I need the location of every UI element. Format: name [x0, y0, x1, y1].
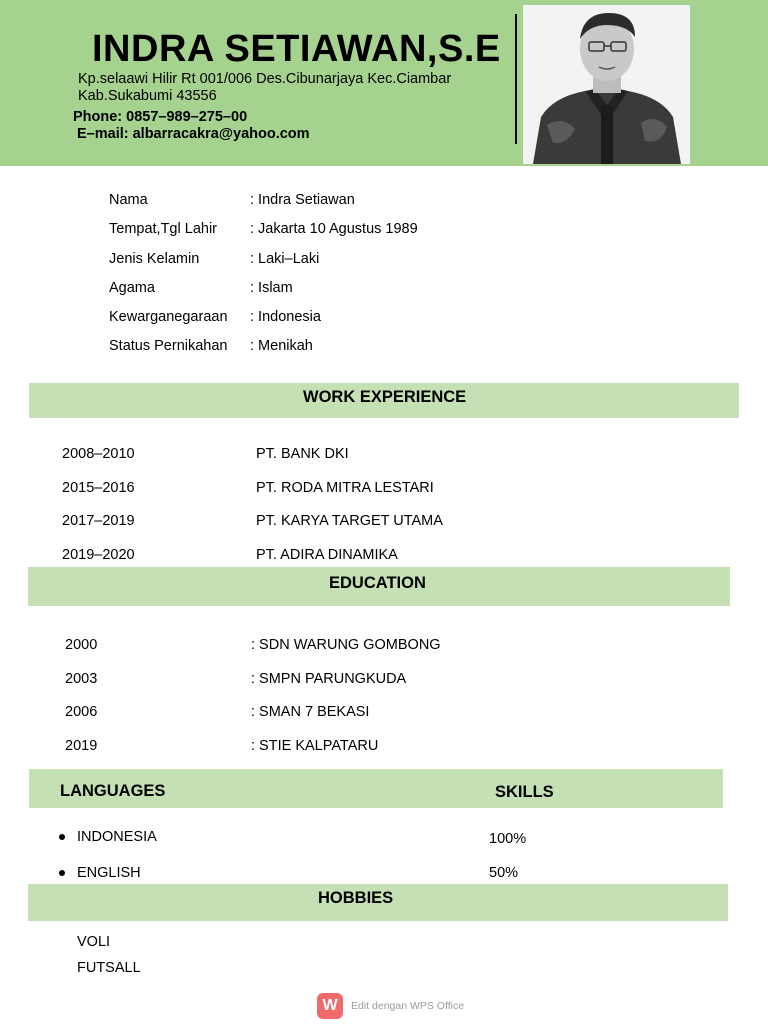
personal-label: Agama	[109, 280, 155, 296]
personal-value: : Islam	[250, 280, 293, 296]
profile-photo	[523, 5, 690, 164]
personal-value: : Indra Setiawan	[250, 192, 355, 208]
skills-title: SKILLS	[495, 783, 554, 801]
address: Kp.selaawi Hilir Rt 001/006 Des.Cibunarjaya Kec.Ciambar Kab.Sukabumi 43556	[78, 71, 452, 104]
skill-level: 100%	[489, 831, 527, 847]
skill-level: 50%	[489, 865, 519, 881]
hobby-item: VOLI	[77, 934, 111, 950]
work-company: PT. KARYA TARGET UTAMA	[256, 513, 443, 529]
language-item: INDONESIA	[77, 829, 157, 845]
personal-value: : Menikah	[250, 338, 313, 354]
header-banner	[0, 0, 768, 166]
personal-label: Kewarganegaraan	[109, 309, 228, 325]
bullet-icon	[59, 870, 65, 876]
hobbies-title: HOBBIES	[318, 889, 394, 907]
education-school: : SMPN PARUNGKUDA	[251, 671, 407, 687]
language-item: ENGLISH	[77, 865, 141, 881]
wps-logo-icon: W	[317, 993, 343, 1019]
personal-label: Tempat,Tgl Lahir	[109, 221, 217, 237]
education-year: 2006	[65, 704, 98, 720]
hobby-item: FUTSALL	[77, 960, 141, 976]
work-period: 2019–2020	[62, 547, 135, 563]
education-school: : SMAN 7 BEKASI	[251, 704, 370, 720]
header-divider	[515, 14, 517, 144]
education-school: : STIE KALPATARU	[251, 738, 379, 754]
education-year: 2019	[65, 738, 98, 754]
personal-label: Nama	[109, 192, 148, 208]
personal-value: : Indonesia	[250, 309, 321, 325]
wps-watermark[interactable]	[317, 993, 464, 1019]
work-company: PT. BANK DKI	[256, 446, 349, 462]
phone: Phone: 0857–989–275–00	[73, 109, 248, 125]
work-experience-title: WORK EXPERIENCE	[303, 388, 467, 406]
personal-label: Status Pernikahan	[109, 338, 228, 354]
personal-value: : Jakarta 10 Agustus 1989	[250, 221, 418, 237]
wps-edit-text: Edit dengan WPS Office	[351, 1000, 465, 1012]
education-title: EDUCATION	[329, 574, 426, 592]
bullet-icon	[59, 834, 65, 840]
work-period: 2008–2010	[62, 446, 135, 462]
work-period: 2015–2016	[62, 480, 135, 496]
languages-title: LANGUAGES	[60, 782, 166, 800]
education-year: 2003	[65, 671, 98, 687]
work-period: 2017–2019	[62, 513, 135, 529]
education-year: 2000	[65, 637, 98, 653]
candidate-name: INDRA SETIAWAN,S.E	[92, 28, 501, 70]
personal-label: Jenis Kelamin	[109, 251, 200, 267]
education-school: : SDN WARUNG GOMBONG	[251, 637, 441, 653]
personal-value: : Laki–Laki	[250, 251, 320, 267]
email: E–mail: albarracakra@yahoo.com	[77, 126, 310, 142]
work-company: PT. RODA MITRA LESTARI	[256, 480, 434, 496]
work-company: PT. ADIRA DINAMIKA	[256, 547, 398, 563]
